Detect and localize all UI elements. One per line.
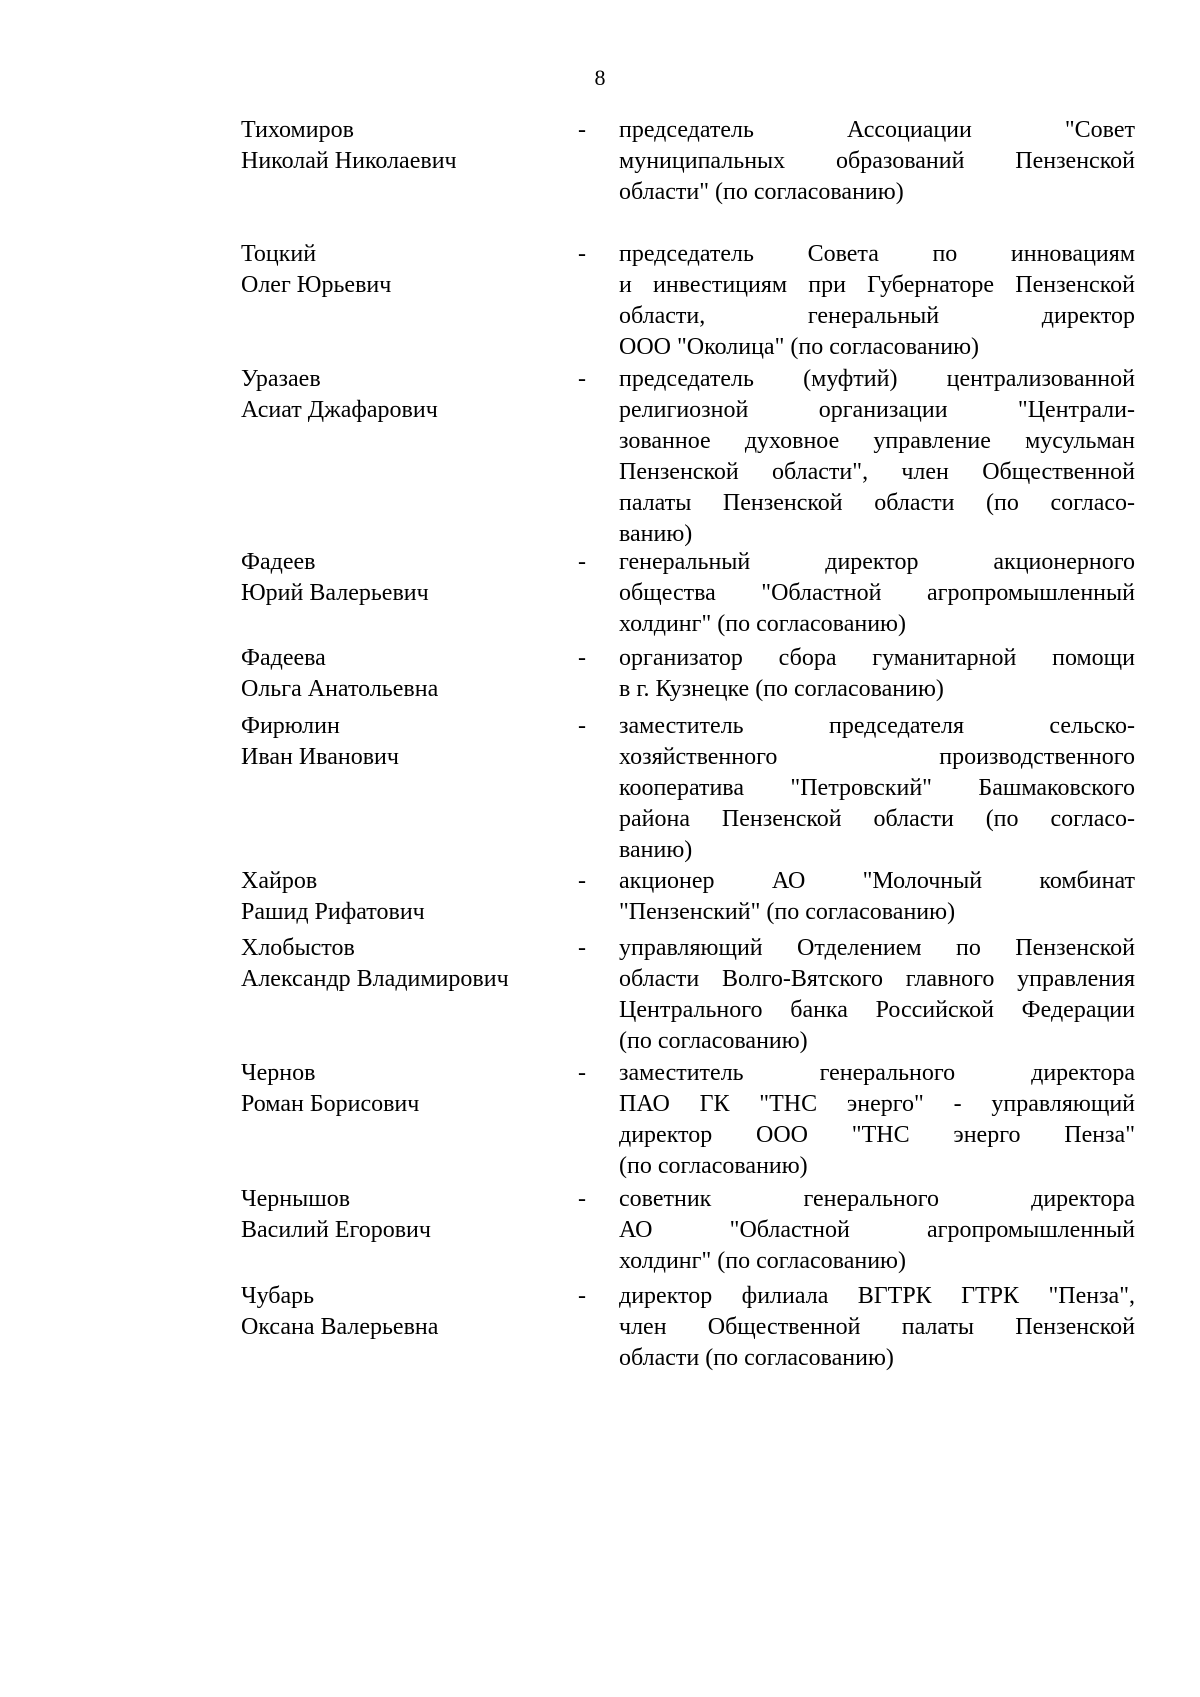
position-line: зованное духовное управление мусульман <box>619 428 1135 454</box>
member-given-names: Олег Юрьевич <box>241 272 392 298</box>
member-position <box>619 1281 1135 1374</box>
member-given-names: Юрий Валерьевич <box>241 580 429 606</box>
position-line: (по согласованию) <box>619 1028 808 1054</box>
separator-dash: - <box>578 645 586 671</box>
member-surname: Фирюлин <box>241 713 340 739</box>
position-line: Центрального банка Российской Федерации <box>619 997 1135 1023</box>
position-line: управляющий Отделением по Пензенской <box>619 935 1135 961</box>
member-surname: Чубарь <box>241 1283 315 1309</box>
position-line: и инвестициям при Губернаторе Пензенской <box>619 272 1135 298</box>
position-line: Пензенской области", член Общественной <box>619 459 1135 485</box>
member-name <box>241 933 571 995</box>
member-position <box>619 643 1135 705</box>
member-given-names: Рашид Рифатович <box>241 899 425 925</box>
position-line: области" (по согласованию) <box>619 179 904 205</box>
member-position <box>619 1058 1135 1182</box>
member-position <box>619 711 1135 866</box>
position-line: председатель (муфтий) централизованной <box>619 366 1135 392</box>
separator-dash: - <box>578 549 586 575</box>
position-line: ванию) <box>619 521 693 547</box>
position-line: организатор сбора гуманитарной помощи <box>619 645 1135 671</box>
position-line: области (по согласованию) <box>619 1345 894 1371</box>
position-line: ООО "Околица" (по согласованию) <box>619 334 980 360</box>
separator-dash: - <box>578 241 586 267</box>
separator-dash: - <box>578 868 586 894</box>
member-name <box>241 547 571 609</box>
member-name <box>241 643 571 705</box>
position-line: области Волго-Вятского главного управления <box>619 966 1135 992</box>
member-given-names: Николай Николаевич <box>241 148 457 174</box>
member-position <box>619 364 1135 550</box>
separator-dash: - <box>578 1060 586 1086</box>
position-line: муниципальных образований Пензенской <box>619 148 1135 174</box>
member-name <box>241 239 571 301</box>
position-line: советник генерального директора <box>619 1186 1135 1212</box>
member-surname: Хайров <box>241 868 318 894</box>
separator-dash: - <box>578 935 586 961</box>
position-line: кооператива "Петровский" Башмаковского <box>619 775 1135 801</box>
position-line: председатель Ассоциации "Совет <box>619 117 1135 143</box>
position-line: председатель Совета по инновациям <box>619 241 1135 267</box>
page-number: 8 <box>594 65 606 90</box>
position-line: палаты Пензенской области (по согласо- <box>619 490 1135 516</box>
member-given-names: Василий Егорович <box>241 1217 431 1243</box>
position-line: генеральный директор акционерного <box>619 549 1135 575</box>
member-surname: Чернов <box>241 1060 316 1086</box>
member-position <box>619 115 1135 208</box>
member-surname: Фадеева <box>241 645 326 671</box>
member-position <box>619 933 1135 1057</box>
member-name <box>241 364 571 426</box>
position-line: холдинг" (по согласованию) <box>619 1248 906 1274</box>
member-given-names: Асиат Джафарович <box>241 397 438 423</box>
position-line: заместитель генерального директора <box>619 1060 1135 1086</box>
position-line: ПАО ГК "ТНС энерго" - управляющий <box>619 1091 1135 1117</box>
member-name <box>241 866 571 928</box>
position-line: холдинг" (по согласованию) <box>619 611 906 637</box>
separator-dash: - <box>578 117 586 143</box>
member-name <box>241 115 571 177</box>
member-position <box>619 239 1135 363</box>
position-line: хозяйственного производственного <box>619 744 1135 770</box>
member-position <box>619 547 1135 640</box>
member-position <box>619 1184 1135 1277</box>
position-line: заместитель председателя сельско- <box>619 713 1135 739</box>
separator-dash: - <box>578 366 586 392</box>
member-given-names: Оксана Валерьевна <box>241 1314 439 1340</box>
member-surname: Чернышов <box>241 1186 351 1212</box>
position-line: ванию) <box>619 837 693 863</box>
separator-dash: - <box>578 1283 586 1309</box>
member-surname: Фадеев <box>241 549 316 575</box>
position-line: в г. Кузнецке (по согласованию) <box>619 676 944 702</box>
position-line: "Пензенский" (по согласованию) <box>619 899 956 925</box>
member-surname: Хлобыстов <box>241 935 355 961</box>
member-surname: Тихомиров <box>241 117 354 143</box>
position-line: член Общественной палаты Пензенской <box>619 1314 1135 1340</box>
position-line: области, генеральный директор <box>619 303 1135 329</box>
member-name <box>241 1058 571 1120</box>
separator-dash: - <box>578 713 586 739</box>
position-line: религиозной организации "Централи- <box>619 397 1135 423</box>
position-line: директор филиала ВГТРК ГТРК "Пенза", <box>619 1283 1135 1309</box>
member-surname: Тоцкий <box>241 241 317 267</box>
position-line: акционер АО "Молочный комбинат <box>619 868 1135 894</box>
member-surname: Уразаев <box>241 366 321 392</box>
position-line: (по согласованию) <box>619 1153 808 1179</box>
member-given-names: Роман Борисович <box>241 1091 420 1117</box>
member-given-names: Александр Владимирович <box>241 966 509 992</box>
member-name <box>241 1184 571 1246</box>
member-name <box>241 711 571 773</box>
member-position <box>619 866 1135 928</box>
position-line: АО "Областной агропромышленный <box>619 1217 1135 1243</box>
separator-dash: - <box>578 1186 586 1212</box>
member-name <box>241 1281 571 1343</box>
member-given-names: Ольга Анатольевна <box>241 676 439 702</box>
position-line: директор ООО "ТНС энерго Пенза" <box>619 1122 1135 1148</box>
member-given-names: Иван Иванович <box>241 744 399 770</box>
position-line: района Пензенской области (по согласо- <box>619 806 1135 832</box>
position-line: общества "Областной агропромышленный <box>619 580 1135 606</box>
